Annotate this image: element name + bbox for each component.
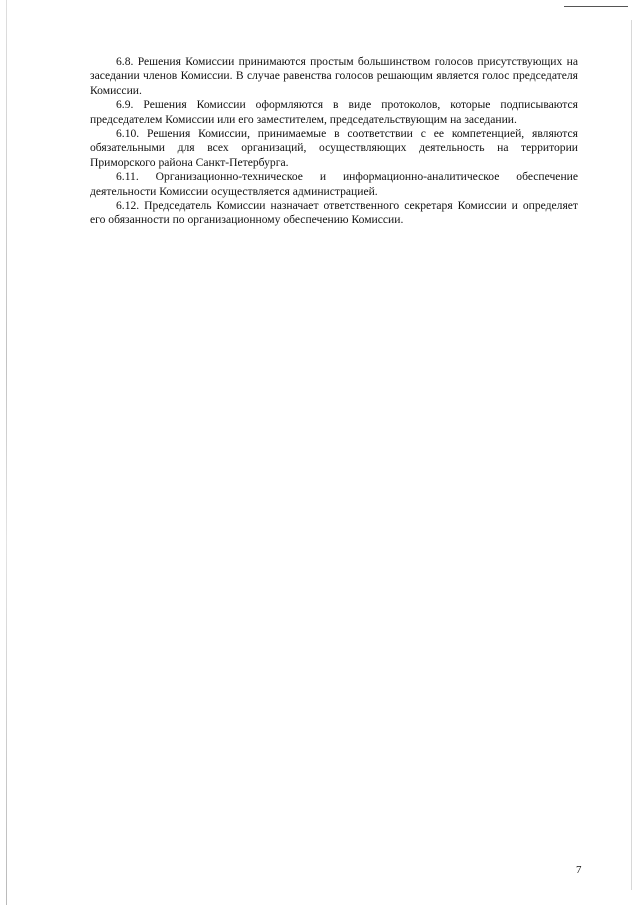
- page-number: 7: [576, 864, 582, 876]
- document-body: [90, 55, 578, 228]
- paragraph-6-8: 6.8. Решения Комиссии принимаются простым большинством голосов присутствующих на заседании членов Комиссии. В случае равенства голосов решающим является голос председателя Комиссии.: [90, 55, 578, 97]
- scan-edge-left: [6, 0, 7, 905]
- scan-edge-right: [631, 20, 632, 890]
- paragraph-6-11: 6.11. Организационно-техническое и информационно-аналитическое обеспечение деятельности Комиссии осуществляется администрацией.: [90, 170, 578, 198]
- paragraph-6-12: 6.12. Председатель Комиссии назначает ответственного секретаря Комиссии и определяет его обязанности по организационному обеспечению Комиссии.: [90, 199, 578, 227]
- paragraph-6-9: 6.9. Решения Комиссии оформляются в виде протоколов, которые подписываются председателем Комиссии или его заместителем, председательствующим на заседании.: [90, 98, 578, 126]
- scan-top-mark: [564, 6, 628, 7]
- paragraph-6-10: 6.10. Решения Комиссии, принимаемые в соответствии с ее компетенцией, являются обязательными для всех организаций, осуществляющих деятельность на территории Приморского района Санкт-Петербурга.: [90, 127, 578, 169]
